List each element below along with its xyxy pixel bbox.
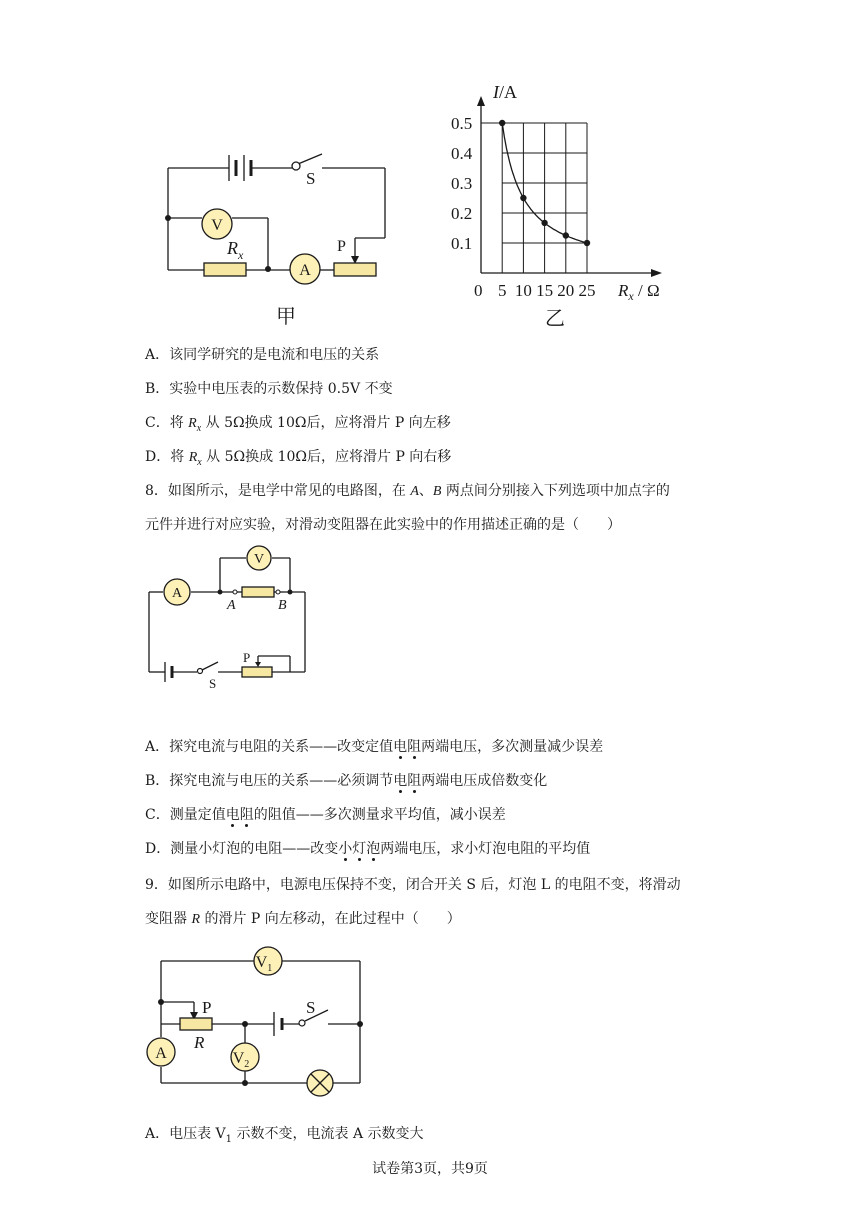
slider-label: P [202, 998, 212, 1017]
graph-x-axis-label: $R_x$ / Ω [618, 281, 660, 303]
voltmeter-label: V [253, 552, 265, 567]
data-point [563, 232, 569, 238]
circuit-diagram-q8 [140, 540, 320, 690]
figure-caption-jia: 甲 [276, 304, 296, 328]
graph-grid [481, 123, 587, 273]
q7-option-d: D．将 $R_x$ 从 5Ω换成 10Ω后，应将滑片 P 向右移 [145, 449, 452, 468]
y-tick-label: 0.3 [451, 174, 473, 193]
y-tick-label: 0.4 [451, 144, 473, 163]
q9-stem-line1: 9．如图所示电路中，电源电压保持不变，闭合开关 S 后，灯泡 L 的电阻不变，将滑动 [145, 877, 681, 893]
q8-option-b: B．探究电流与电压的关系——必须调节电阻两端电压成倍数变化 [145, 773, 548, 789]
resistor-ab-icon [242, 587, 274, 597]
resistor-rx-icon [204, 263, 246, 276]
switch-label: S [209, 676, 217, 690]
ammeter-label: A [171, 586, 183, 601]
q7-option-c: C．将 $R_x$ 从 5Ω换成 10Ω后，应将滑片 P 向左移 [145, 415, 451, 434]
x-tick-label: 15 [536, 281, 554, 300]
rheostat-icon [242, 667, 272, 677]
ammeter-label: A [299, 262, 311, 279]
x-tick-label: 25 [578, 281, 596, 300]
q7-option-a: A．该同学研究的是电流和电压的关系 [145, 347, 380, 363]
x-tick-label: 20 [557, 281, 575, 300]
q8-option-d: D．测量小灯泡的电阻——改变小灯泡两端电压，求小灯泡电阻的平均值 [145, 841, 591, 857]
rheostat-icon [334, 263, 376, 276]
data-point [584, 240, 590, 246]
voltmeter-label: V [211, 217, 223, 234]
x-tick-label: 5 [497, 281, 507, 300]
point-a-label: A [227, 598, 236, 613]
data-point [520, 195, 526, 201]
slider-label: P [243, 650, 251, 665]
q9-option-a: A．电压表 $V_1$ 示数不变，电流表 A 示数变大 [145, 1126, 424, 1145]
data-point [541, 220, 547, 226]
q9-stem-line2: 变阻器 R 的滑片 P 向左移动，在此过程中（ ） [145, 911, 461, 927]
q7-option-b: B．实验中电压表的示数保持 0.5V 不变 [145, 381, 393, 397]
switch-label: S [306, 998, 316, 1017]
slider-label: P [337, 238, 346, 255]
graph-current-vs-resistance [440, 80, 680, 330]
voltmeter-v2-label: $V_2$ [232, 1050, 250, 1070]
y-tick-label: 0.1 [451, 234, 473, 253]
q8-stem-line1: 8．如图所示，是电学中常见的电路图，在 A、B 两点间分别接入下列选项中加点字的 [145, 483, 670, 499]
resistor-label: $R_x$ [227, 238, 244, 262]
q8-option-a: A．探究电流与电阻的关系——改变定值电阻两端电压，多次测量减少误差 [145, 739, 604, 755]
q8-stem-line2: 元件并进行对应实验，对滑动变阻器在此实验中的作用描述正确的是（ ） [145, 517, 621, 533]
ammeter-label: A [155, 1045, 167, 1062]
rheostat-r-icon [180, 1018, 212, 1030]
figure-caption-yi: 乙 [545, 306, 565, 330]
switch-label: S [306, 169, 316, 188]
data-point [499, 120, 505, 126]
y-tick-label: 0.2 [451, 204, 473, 223]
y-tick-label: 0.5 [451, 114, 473, 133]
circuit-diagram-q9 [140, 940, 380, 1100]
graph-origin-label: 0 [474, 281, 483, 300]
page-footer: 试卷第3页，共9页 [372, 1161, 488, 1177]
q8-option-c: C．测量定值电阻的阻值——多次测量求平均值，减小误差 [145, 807, 506, 823]
rheostat-label: R [194, 1033, 205, 1052]
lamp-icon [307, 1070, 333, 1096]
circuit-diagram-jia [150, 140, 400, 330]
voltmeter-v1-label: $V_1$ [255, 954, 273, 974]
point-b-label: B [278, 598, 287, 613]
graph-y-axis-label: I/A [493, 82, 517, 102]
x-tick-label: 10 [514, 281, 532, 300]
